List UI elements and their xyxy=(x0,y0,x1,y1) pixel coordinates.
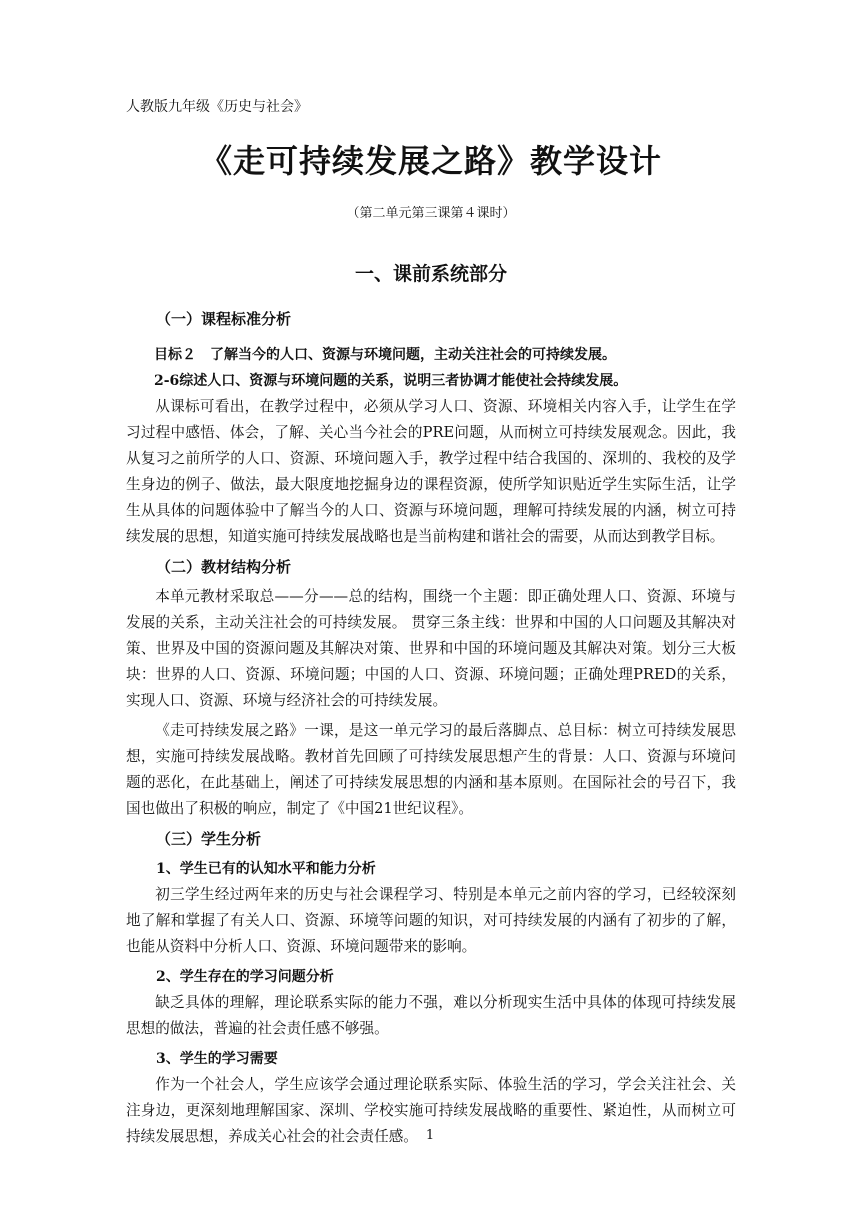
goal-line-2: 2-6综述人口、资源与环境问题的关系，说明三者协调才能使社会持续发展。 xyxy=(154,373,628,389)
heading-curriculum-standard: （一）课程标准分析 xyxy=(156,310,292,328)
heading-textbook-structure: （二）教材结构分析 xyxy=(156,558,292,576)
paragraph-curriculum-analysis: 从课标可看出，在教学过程中，必须从学习人口、资源、环境相关内容入手，让学生在学习过程中感悟、体会，了解、关心当今社会的PRE问题，从而树立可持续发展观念。因此，我从复习之前所学的人口、资源、环境问题入手，教学过程中结合我国的、深圳的、我校的及学生身边的例子、做法，最大限度地挖掘身边的课程资源，使所学知识贴近学生实际生活，让学生从具体的问题体验中了解当今的人口、资源与环境问题，理解可持续发展的内涵，树立可持续发展的思想，知道实施可持续发展战略也是当前构建和谐社会的需要，从而达到教学目标。 xyxy=(126,398,736,545)
section-heading-1: 一、课前系统部分 xyxy=(354,263,507,285)
paragraph-learning-problems: 缺乏具体的理解，理论联系实际的能力不强，难以分析现实生活中具体的体现可持续发展思想的做法，普遍的社会责任感不够强。 xyxy=(126,994,736,1037)
subheading-learning-problems: 2、学生存在的学习问题分析 xyxy=(156,969,334,985)
subheading-learning-needs: 3、学生的学习需要 xyxy=(156,1051,278,1067)
subheading-cognitive-level: 1、学生已有的认知水平和能力分析 xyxy=(156,861,376,877)
paragraph-lesson-overview: 《走可持续发展之路》一课，是这一单元学习的最后落脚点、总目标：树立可持续发展思想，实施可持续发展战略。教材首先回顾了可持续发展思想产生的背景：人口、资源与环境问题的恶化，在此基础上，阐述了可持续发展思想的内涵和基本原则。在国际社会的号召下，我国也做出了积极的响应，制定了《中国21世纪议程》。 xyxy=(126,722,736,817)
page-content xyxy=(126,96,736,1154)
paragraph-textbook-structure: 本单元教材采取总——分——总的结构，围绕一个主题：即正确处理人口、资源、环境与发展的关系，主动关注社会的可持续发展。 贯穿三条主线：世界和中国的人口问题及其解决对策、世界及中国的资源问题及其解决对策、世界和中国的环境问题及其解决对策。划分三大板块：世界的人口、资源、环境问题；中国的人口、资源、环境问题；正确处理PRED的关系，实现人口、资源、环境与经济社会的可持续发展。 xyxy=(126,588,736,709)
page-number: 1 xyxy=(425,1128,435,1143)
document-header: 人教版九年级《历史与社会》 xyxy=(126,99,308,115)
goal-line-1: 目标２ 了解当今的人口、资源与环境问题，主动关注社会的可持续发展。 xyxy=(154,347,616,363)
heading-student-analysis: （三）学生分析 xyxy=(156,830,262,848)
paragraph-cognitive-level: 初三学生经过两年来的历史与社会课程学习、特别是本单元之前内容的学习，已经较深刻地了解和掌握了有关人口、资源、环境等问题的知识，对可持续发展的内涵有了初步的了解，也能从资料中分析人口、资源、环境问题带来的影响。 xyxy=(126,886,736,955)
document-subtitle: （第二单元第三课第４课时） xyxy=(346,206,516,221)
paragraph-learning-needs: 作为一个社会人，学生应该学会通过理论联系实际、体验生活的学习，学会关注社会、关注身边，更深刻地理解国家、深圳、学校实施可持续发展战略的重要性、紧迫性，从而树立可持续发展思想，养成关心社会的社会责任感。 xyxy=(126,1076,736,1145)
document-title: 《走可持续发展之路》教学设计 xyxy=(199,142,662,180)
